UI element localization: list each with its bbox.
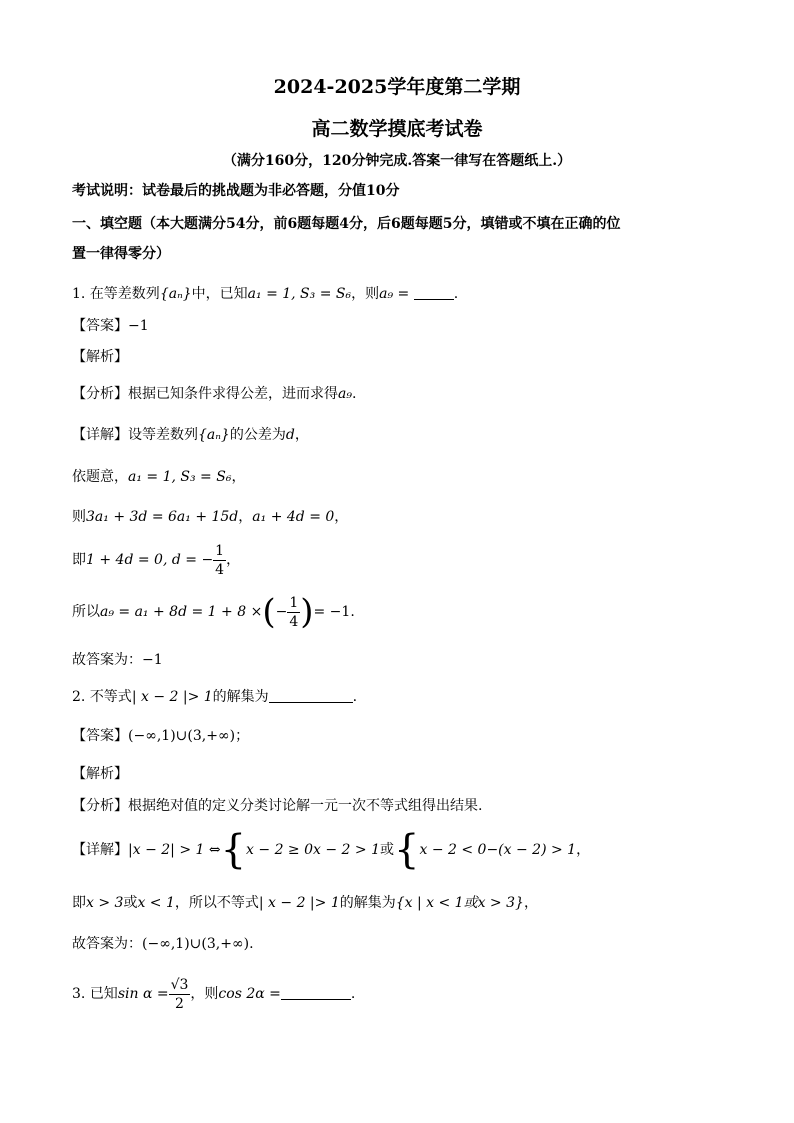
question-number: 1. [72, 286, 86, 302]
analysis-label: 【解析】 [72, 766, 128, 782]
stem-text: 中，已知 [191, 286, 248, 302]
answer-blank [414, 285, 454, 300]
fraction: $\frac{√3}{2}$ [170, 976, 189, 1012]
xiangjie-line: 【详解】设等差数列{aₙ}的公差为d， [72, 427, 309, 443]
derivation-line: 依题意，a₁ = 1, S₃ = S₆， [72, 469, 246, 485]
section-heading-line1: 一、填空题（本大题满分54分，前6题每题4分，后6题每题5分，填错或不填在正确的位 [72, 216, 621, 232]
math-sequence: {aₙ} [159, 286, 192, 302]
answer-line [72, 316, 149, 336]
inequality-system: x − 2 < 0−(x − 2) > 1 [419, 842, 577, 858]
derivation-line: 所以a₉ = a₁ + 8d = 1 + 8 ×(− $\frac{1}{4}$ )= −1. [72, 592, 355, 632]
derivation-line: 则3a₁ + 3d = 6a₁ + 15d，a₁ + 4d = 0， [72, 509, 349, 525]
math-given: a₁ = 1, S₃ = S₆ [247, 286, 352, 302]
exam-title: 2024-2025学年度第二学期 [273, 76, 521, 98]
question-number: 3. [72, 986, 86, 1002]
fenxi-line: 【分析】根据已知条件求得公差，进而求得a₉. [72, 386, 357, 402]
xiangjie-line: 【详解】|x − 2| > 1 ⇔{x − 2 ≥ 0x − 2 > 1或{x − 2 < 0−(x − 2) > 1， [72, 827, 591, 873]
exam-subtitle: 高二数学摸底考试卷 [311, 118, 483, 140]
xiangjie-label: 【详解】 [72, 842, 128, 858]
inequality-system: x − 2 ≥ 0x − 2 > 1 [246, 842, 381, 858]
analysis-label: 【解析】 [72, 349, 128, 365]
exam-note: （满分160分，120分钟完成.答案一律写在答题纸上.） [222, 153, 572, 169]
fenxi-label: 【分析】 [72, 798, 128, 814]
fenxi-label: 【分析】 [72, 386, 128, 402]
derivation-line: 即1 + 4d = 0, d = − $\frac{1}{4}$ ， [72, 542, 241, 578]
answer-value: (−∞,1)∪(3,+∞)； [128, 728, 250, 744]
answer-label: 【答案】 [72, 728, 128, 744]
answer-blank [269, 688, 353, 703]
section-heading-line2: 置一律得零分） [72, 246, 170, 262]
derivation-line: 即x > 3或x < 1，所以不等式| x − 2 |> 1的解集为{x | x < 1或x > 3}， [72, 895, 538, 911]
final-answer-line: 故答案为：(−∞,1)∪(3,+∞). [72, 936, 254, 952]
fraction: $\frac{1}{4}$ [289, 594, 299, 630]
question-number: 2. [72, 689, 86, 705]
stem-text: 在等差数列 [89, 286, 160, 302]
final-answer-line: 故答案为：−1 [72, 652, 163, 668]
math-target: a₉ = [379, 286, 410, 302]
answer-value: −1 [128, 318, 149, 334]
answer-label: 【答案】 [72, 318, 128, 334]
fraction: $\frac{1}{4}$ [215, 542, 225, 578]
stem-text: ，则 [351, 286, 380, 302]
question-3-stem: 3. 已知sin α = $\frac{√3}{2}$ ，则cos 2α = . [72, 976, 356, 1012]
answer-blank [281, 985, 351, 1000]
xiangjie-label: 【详解】 [72, 427, 128, 443]
question-2-stem: 2. 不等式| x − 2 |> 1的解集为 . [72, 689, 358, 705]
fenxi-line: 【分析】根据绝对值的定义分类讨论解一元一次不等式组得出结果. [72, 798, 483, 814]
question-1-stem: 1. 在等差数列{aₙ}中，已知a₁ = 1, S₃ = S₆，则a₉ = . [72, 286, 459, 302]
answer-line [72, 726, 249, 746]
exam-instructions: 考试说明：试卷最后的挑战题为非必答题，分值10分 [72, 183, 400, 199]
